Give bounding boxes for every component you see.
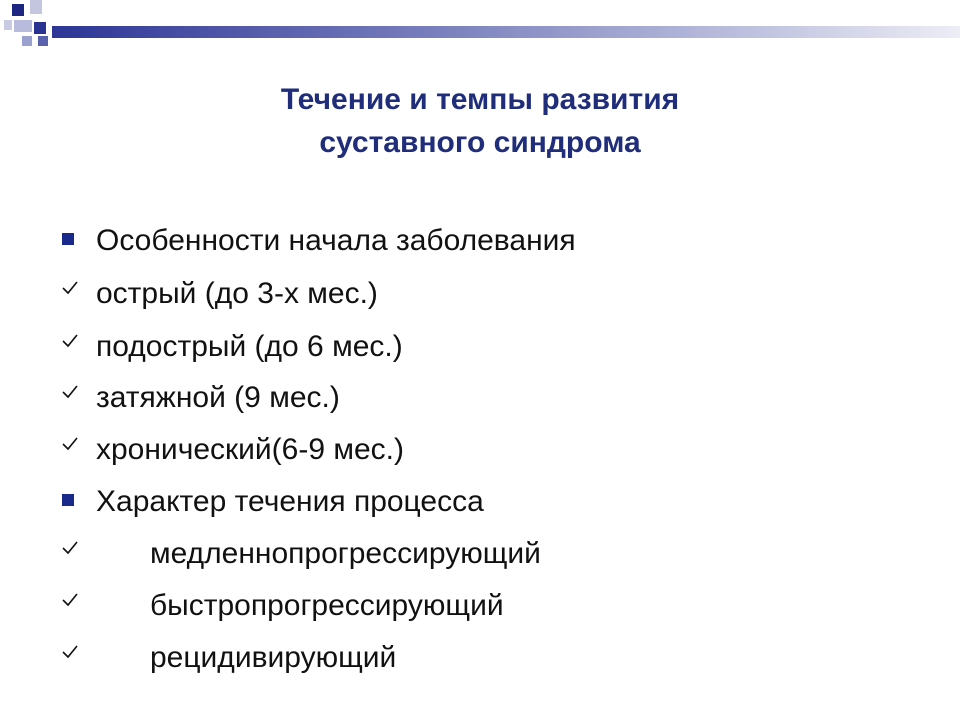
list-item-text: хронический(6-9 мес.) bbox=[96, 433, 404, 466]
list-item bbox=[0, 432, 960, 472]
square-bullet-icon bbox=[62, 233, 74, 245]
list-item bbox=[0, 380, 960, 420]
list-item-text: острый (до 3-х мес.) bbox=[96, 277, 378, 310]
slide-title-line-1: Течение и темпы развития bbox=[280, 83, 680, 116]
list-item-text: рецидивирующий bbox=[150, 641, 397, 674]
checkmark-icon bbox=[60, 278, 80, 298]
slide-title-line-2: суставного синдрома bbox=[319, 126, 641, 159]
list-item-text: Характер течения процесса bbox=[96, 485, 484, 518]
checkmark-icon bbox=[60, 590, 80, 610]
square-bullet-icon bbox=[62, 494, 74, 506]
list-item bbox=[0, 536, 960, 576]
list-item bbox=[0, 484, 960, 524]
checkmark-icon bbox=[60, 538, 80, 558]
list-item-text: затяжной (9 мес.) bbox=[96, 381, 340, 414]
checkmark-icon bbox=[60, 382, 80, 402]
checkmark-icon bbox=[60, 642, 80, 662]
list-item-text: быстропрогрессирующий bbox=[150, 589, 504, 622]
list-item-text: медленнопрогрессирующий bbox=[150, 537, 541, 570]
list-item bbox=[0, 329, 960, 369]
list-item bbox=[0, 223, 960, 263]
checkmark-icon bbox=[60, 434, 80, 454]
list-item-text: подострый (до 6 мес.) bbox=[96, 330, 403, 363]
checkmark-icon bbox=[60, 331, 80, 351]
list-item-text: Особенности начала заболевания bbox=[96, 224, 576, 257]
list-item bbox=[0, 588, 960, 628]
list-item bbox=[0, 276, 960, 316]
list-item bbox=[0, 640, 960, 680]
